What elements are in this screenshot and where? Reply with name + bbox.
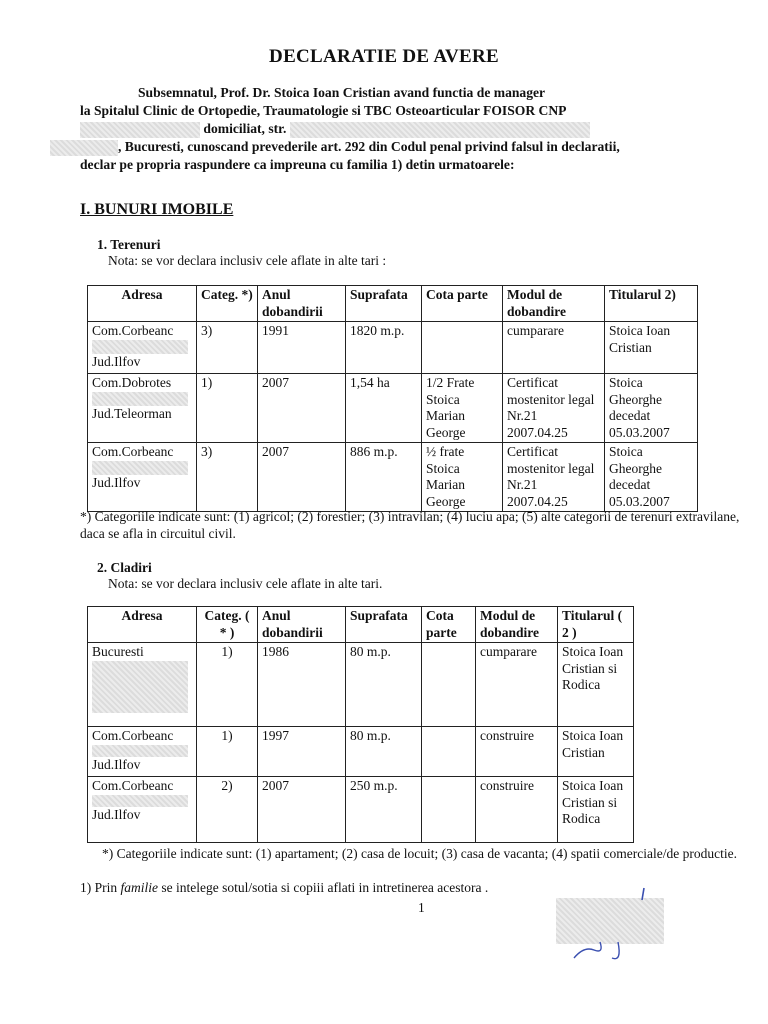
cell-adresa bbox=[88, 374, 197, 443]
cell-suprafata: 80 m.p. bbox=[346, 727, 422, 777]
cell-anul: 1991 bbox=[258, 322, 346, 374]
cell-modul: Certificat mostenitor legal Nr.21 2007.04.25 bbox=[503, 443, 605, 512]
col-header-anul: Anul dobandirii bbox=[258, 286, 346, 322]
intro-paragraph bbox=[80, 84, 752, 174]
cell-anul: 2007 bbox=[258, 777, 346, 843]
adresa-line-2: Jud.Ilfov bbox=[92, 756, 141, 772]
cell-categ: 1) bbox=[197, 643, 258, 727]
adresa-line-2: Jud.Teleorman bbox=[92, 405, 172, 421]
cell-titularul: Stoica Gheorghe decedat 05.03.2007 bbox=[605, 443, 698, 512]
cell-titularul: Stoica Ioan Cristian si Rodica bbox=[558, 777, 634, 843]
section-heading-bunuri-imobile: I. BUNURI IMOBILE bbox=[80, 201, 234, 218]
cladiri-nota: Nota: se vor declara inclusiv cele aflate in alte tari. bbox=[108, 576, 383, 591]
cell-cota: ½ frate Stoica Marian George bbox=[422, 443, 503, 512]
cell-anul: 2007 bbox=[258, 443, 346, 512]
cell-anul: 1986 bbox=[258, 643, 346, 727]
page-number: 1 bbox=[418, 900, 425, 915]
cell-categ: 1) bbox=[197, 727, 258, 777]
adresa-line-1: Com.Dobrotes bbox=[92, 375, 172, 390]
intro-line-2: la Spitalul Clinic de Ortopedie, Traumatologie si TBC Osteoarticular FOISOR CNP bbox=[80, 103, 567, 118]
table-row bbox=[88, 643, 634, 727]
table-row bbox=[88, 374, 698, 443]
familie-note-prefix: 1) Prin bbox=[80, 880, 121, 895]
cell-modul: construire bbox=[476, 777, 558, 843]
cell-suprafata: 1,54 ha bbox=[346, 374, 422, 443]
document-title: DECLARATIE DE AVERE bbox=[269, 46, 499, 67]
table-header-row bbox=[88, 286, 698, 322]
adresa-line-1: Com.Corbeanc bbox=[92, 728, 174, 743]
cell-suprafata: 886 m.p. bbox=[346, 443, 422, 512]
cell-categ: 3) bbox=[197, 322, 258, 374]
cell-categ: 1) bbox=[197, 374, 258, 443]
cell-suprafata: 1820 m.p. bbox=[346, 322, 422, 374]
intro-line-1: Subsemnatul, Prof. Dr. Stoica Ioan Cristian avand functia de manager bbox=[138, 85, 546, 100]
cell-modul: cumparare bbox=[476, 643, 558, 727]
col-header-adresa: Adresa bbox=[88, 607, 197, 643]
cladiri-table bbox=[87, 606, 634, 843]
cell-modul: cumparare bbox=[503, 322, 605, 374]
cell-suprafata: 80 m.p. bbox=[346, 643, 422, 727]
intro-line-5: declar pe propria raspundere ca impreuna cu familia 1) detin urmatoarele: bbox=[80, 157, 515, 172]
col-header-modul: Modul de dobandire bbox=[476, 607, 558, 643]
col-header-adresa: Adresa bbox=[88, 286, 197, 322]
col-header-categ: Categ. *) bbox=[197, 286, 258, 322]
col-header-modul: Modul de dobandire bbox=[503, 286, 605, 322]
intro-line-4-text: , Bucuresti, cunoscand prevederile art. 292 din Codul penal privind falsul in declaratii, bbox=[118, 139, 620, 154]
col-header-categ: Categ. ( * ) bbox=[197, 607, 258, 643]
col-header-anul: Anul dobandirii bbox=[258, 607, 346, 643]
terenuri-footnote: *) Categoriile indicate sunt: (1) agricol; (2) forestier; (3) intravilan; (4) luciu apa; (5) alte categorii de terenuri extravilane, daca se afla in circuitul civil. bbox=[80, 509, 740, 541]
col-header-suprafata: Suprafata bbox=[346, 607, 422, 643]
table-row bbox=[88, 443, 698, 512]
cladiri-footnote: *) Categoriile indicate sunt: (1) apartament; (2) casa de locuit; (3) casa de vacanta; (4) spatii comerciale/de productie. bbox=[102, 846, 737, 861]
cell-cota bbox=[422, 777, 476, 843]
redacted-cell bbox=[92, 340, 188, 354]
redacted-cell bbox=[92, 795, 188, 807]
signature-icon bbox=[560, 880, 670, 970]
adresa-line-2: Jud.Ilfov bbox=[92, 806, 141, 822]
cladiri-heading: 2. Cladiri bbox=[97, 560, 152, 575]
adresa-line-2: Jud.Ilfov bbox=[92, 353, 141, 369]
redacted-cell bbox=[92, 461, 188, 475]
cell-titularul: Stoica Gheorghe decedat 05.03.2007 bbox=[605, 374, 698, 443]
cell-cota bbox=[422, 643, 476, 727]
adresa-line-1: Com.Corbeanc bbox=[92, 444, 174, 459]
col-header-titularul: Titularul ( 2 ) bbox=[558, 607, 634, 643]
cell-adresa bbox=[88, 777, 197, 843]
cell-cota bbox=[422, 322, 503, 374]
cell-adresa bbox=[88, 727, 197, 777]
adresa-line-1: Bucuresti bbox=[92, 644, 144, 659]
table-row bbox=[88, 777, 634, 843]
table-row bbox=[88, 322, 698, 374]
redacted-cell bbox=[92, 392, 188, 406]
redacted-address bbox=[290, 122, 590, 138]
cell-suprafata: 250 m.p. bbox=[346, 777, 422, 843]
cell-categ: 2) bbox=[197, 777, 258, 843]
terenuri-heading: 1. Terenuri bbox=[97, 237, 161, 252]
redacted-cnp bbox=[80, 122, 200, 138]
redacted-cell bbox=[92, 745, 188, 757]
cell-titularul: Stoica Ioan Cristian bbox=[605, 322, 698, 374]
cell-adresa bbox=[88, 443, 197, 512]
cell-categ: 3) bbox=[197, 443, 258, 512]
adresa-line-1: Com.Corbeanc bbox=[92, 323, 174, 338]
cell-adresa bbox=[88, 643, 197, 727]
cell-titularul: Stoica Ioan Cristian bbox=[558, 727, 634, 777]
adresa-line-2: Jud.Ilfov bbox=[92, 474, 141, 490]
cell-cota: 1/2 Frate Stoica Marian George bbox=[422, 374, 503, 443]
intro-line-3 bbox=[80, 120, 752, 138]
col-header-suprafata: Suprafata bbox=[346, 286, 422, 322]
cell-modul: construire bbox=[476, 727, 558, 777]
adresa-line-1: Com.Corbeanc bbox=[92, 778, 174, 793]
cell-adresa bbox=[88, 322, 197, 374]
redacted-cell bbox=[92, 661, 188, 713]
terenuri-nota: Nota: se vor declara inclusiv cele aflate in alte tari : bbox=[108, 253, 387, 268]
familie-note-suffix: se intelege sotul/sotia si copiii aflati in intretinerea acestora . bbox=[158, 880, 489, 895]
familie-note-italic: familie bbox=[120, 880, 158, 895]
col-header-titularul: Titularul 2) bbox=[605, 286, 698, 322]
cell-anul: 2007 bbox=[258, 374, 346, 443]
cell-anul: 1997 bbox=[258, 727, 346, 777]
col-header-cota: Cota parte bbox=[422, 607, 476, 643]
table-row bbox=[88, 727, 634, 777]
cell-cota bbox=[422, 727, 476, 777]
col-header-cota: Cota parte bbox=[422, 286, 503, 322]
cell-titularul: Stoica Ioan Cristian si Rodica bbox=[558, 643, 634, 727]
terenuri-table bbox=[87, 285, 698, 512]
intro-line-4 bbox=[80, 138, 752, 156]
table-header-row bbox=[88, 607, 634, 643]
cell-modul: Certificat mostenitor legal Nr.21 2007.04.25 bbox=[503, 374, 605, 443]
intro-line-3-text: domiciliat, str. bbox=[203, 121, 287, 136]
redacted-address-2 bbox=[50, 140, 118, 156]
